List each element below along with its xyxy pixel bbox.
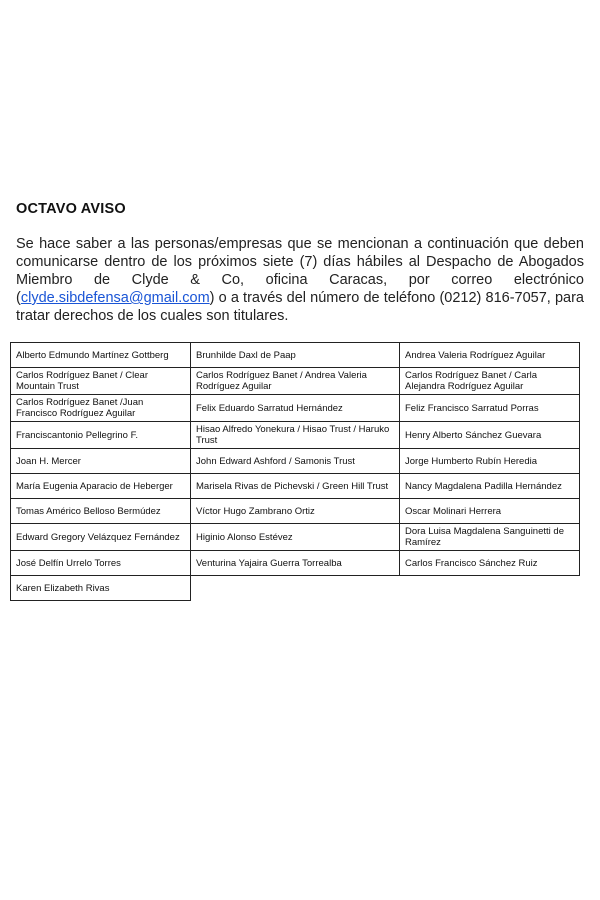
name-cell: Karen Elizabeth Rivas <box>11 576 191 601</box>
name-cell: Dora Luisa Magdalena Sanguinetti de Ramírez <box>400 524 580 551</box>
notice-text-before-email: Se hace saber a las personas/empresas que se mencionan a continuación que deben comunicarse dentro de los próximos siete (7) días hábiles al Despacho de Abogados Miembro de Clyde & Co, oficina Caracas, por correo electrónico ( <box>16 236 584 306</box>
notice-paragraph <box>16 235 584 325</box>
name-cell: Joan H. Mercer <box>11 449 191 474</box>
name-cell: Carlos Francisco Sánchez Ruiz <box>400 551 580 576</box>
name-cell: Hisao Alfredo Yonekura / Hisao Trust / Haruko Trust <box>191 422 400 449</box>
name-cell: Marisela Rivas de Pichevski / Green Hill Trust <box>191 474 400 499</box>
empty-cell <box>400 576 580 601</box>
name-cell: Tomas Américo Belloso Bermúdez <box>11 499 191 524</box>
table-row <box>11 449 580 474</box>
name-cell: Higinio Alonso Estévez <box>191 524 400 551</box>
table-row <box>11 576 580 601</box>
name-cell: Oscar Molinari Herrera <box>400 499 580 524</box>
notice-text-after-email: ) o a través del número de teléfono (0212) 816-7057, para tratar derechos de los cuales son titulares. <box>16 290 584 324</box>
name-cell: Venturina Yajaira Guerra Torrealba <box>191 551 400 576</box>
names-table-body <box>11 343 580 601</box>
name-cell: John Edward Ashford / Samonis Trust <box>191 449 400 474</box>
name-cell: Franciscantonio Pellegrino F. <box>11 422 191 449</box>
name-cell: María Eugenia Aparacio de Heberger <box>11 474 191 499</box>
notice-title: OCTAVO AVISO <box>16 201 126 217</box>
empty-cell <box>191 576 400 601</box>
name-cell: Jorge Humberto Rubín Heredia <box>400 449 580 474</box>
name-cell: José Delfín Urrelo Torres <box>11 551 191 576</box>
table-row <box>11 343 580 368</box>
name-cell: Carlos Rodríguez Banet / Carla Alejandra Rodríguez Aguilar <box>400 368 580 395</box>
name-cell: Carlos Rodríguez Banet / Clear Mountain Trust <box>11 368 191 395</box>
table-row <box>11 474 580 499</box>
name-cell: Edward Gregory Velázquez Fernández <box>11 524 191 551</box>
name-cell: Henry Alberto Sánchez Guevara <box>400 422 580 449</box>
table-row <box>11 395 580 422</box>
table-row <box>11 499 580 524</box>
name-cell: Alberto Edmundo Martínez Gottberg <box>11 343 191 368</box>
email-link[interactable]: clyde.sibdefensa@gmail.com <box>20 290 210 306</box>
name-cell: Andrea Valeria Rodríguez Aguilar <box>400 343 580 368</box>
table-row <box>11 524 580 551</box>
name-cell: Carlos Rodríguez Banet / Andrea Valeria Rodríguez Aguilar <box>191 368 400 395</box>
name-cell: Brunhilde Daxl de Paap <box>191 343 400 368</box>
name-cell: Víctor Hugo Zambrano Ortiz <box>191 499 400 524</box>
name-cell: Felix Eduardo Sarratud Hernández <box>191 395 400 422</box>
name-cell: Nancy Magdalena Padilla Hernández <box>400 474 580 499</box>
table-row <box>11 422 580 449</box>
table-row <box>11 551 580 576</box>
name-cell: Feliz Francisco Sarratud Porras <box>400 395 580 422</box>
name-cell: Carlos Rodríguez Banet /Juan Francisco Rodríguez Aguilar <box>11 395 191 422</box>
names-table <box>10 342 580 601</box>
table-row <box>11 368 580 395</box>
